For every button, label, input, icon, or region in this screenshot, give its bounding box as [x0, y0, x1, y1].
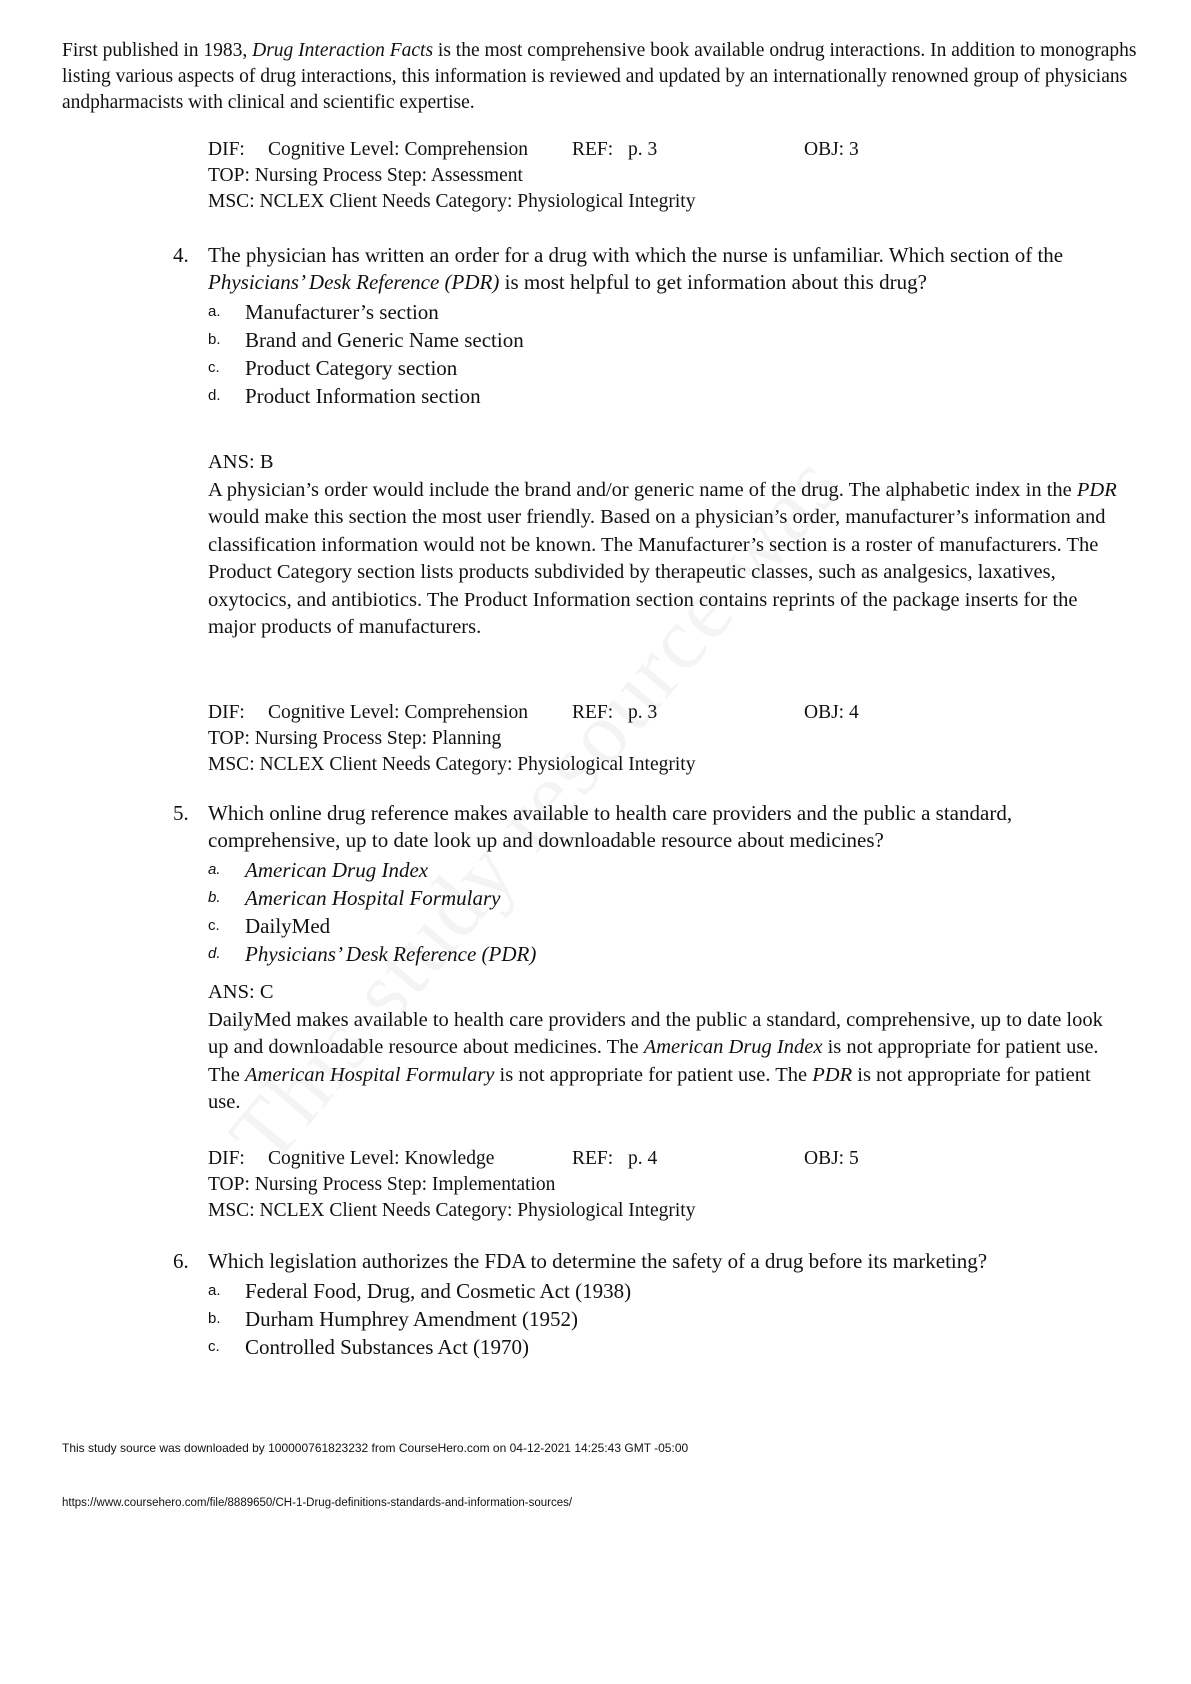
option-letter: a. [208, 861, 221, 878]
question-text [208, 242, 1123, 296]
option-text: Controlled Substances Act (1970) [245, 1335, 530, 1359]
question-4-answer [208, 449, 1128, 642]
option-text: Durham Humphrey Amendment (1952) [245, 1307, 579, 1331]
answer-label: ANS: C [208, 981, 274, 1003]
question-number: 5. [173, 801, 189, 825]
question-text-italic: Physicians’ Desk Reference (PDR) [208, 270, 500, 294]
dif-value: Cognitive Level: Comprehension [268, 702, 528, 723]
rationale-italic: PDR [812, 1063, 853, 1086]
rationale-text: DailyMed makes available to health care providers and the public a standard, comprehensive, up to date look up and downloadable resource about medicines. The [208, 1008, 1103, 1058]
option-d [208, 940, 1123, 968]
option-letter: d. [208, 387, 221, 404]
option-text: Brand and Generic Name section [245, 328, 524, 352]
option-text: Physicians’ Desk Reference (PDR) [245, 942, 537, 966]
option-a [208, 298, 1123, 326]
question-text-part: is most helpful to get information about this drug? [499, 270, 927, 294]
source-url-link[interactable]: https://www.coursehero.com/file/8889650/CH-1-Drug-definitions-standards-and-information-sources/ [62, 1497, 573, 1509]
option-b [208, 1305, 1123, 1333]
question-text: Which online drug reference makes available to health care providers and the public a standard, comprehensive, up to date look up and downloadable resource about medicines? [208, 801, 1013, 852]
dif-value: Cognitive Level: Knowledge [268, 1148, 495, 1169]
question-5 [173, 800, 1123, 968]
ref-label: REF: [572, 702, 614, 723]
download-notice: This study source was downloaded by 100000761823232 from CourseHero.com on 04-12-2021 14:25:43 GMT -05:00 [62, 1441, 689, 1455]
obj-value: OBJ: 3 [804, 139, 859, 160]
top-line: TOP: Nursing Process Step: Implementation [208, 1174, 556, 1195]
question-text-part: The physician has written an order for a drug with which the nurse is unfamiliar. Which section of the [208, 243, 1064, 267]
answer-options [208, 298, 1123, 410]
option-text: Manufacturer’s section [245, 300, 439, 324]
question-3-metadata [208, 137, 1008, 215]
option-c [208, 354, 1123, 382]
intro-text-cont: is the most comprehensive book available ondrug interactions. In addition to monographs listing various aspects of drug interactions, this information is reviewed and updated by an internationally renowned group of physicians andpharmacists with clinical and scientific expertise. [62, 40, 1137, 113]
answer-label: ANS: B [208, 451, 274, 473]
obj-value: OBJ: 5 [804, 1148, 859, 1169]
rationale-text: is not appropriate for patient use. [208, 1063, 1091, 1113]
question-6 [173, 1248, 1123, 1361]
top-line: TOP: Nursing Process Step: Assessment [208, 165, 523, 186]
dif-label: DIF: [208, 139, 245, 160]
option-text: American Hospital Formulary [245, 886, 501, 910]
option-a [208, 1277, 1123, 1305]
option-text: Federal Food, Drug, and Cosmetic Act (1938) [245, 1279, 632, 1303]
answer-options [208, 856, 1123, 968]
rationale-text: is not appropriate for patient use. The [208, 1036, 1099, 1086]
option-letter: c. [208, 917, 220, 934]
ref-label: REF: [572, 1148, 614, 1169]
intro-text: First published in 1983, [62, 40, 253, 61]
msc-line: MSC: NCLEX Client Needs Category: Physiological Integrity [208, 191, 696, 212]
msc-line: MSC: NCLEX Client Needs Category: Physiological Integrity [208, 754, 696, 775]
option-letter: d. [208, 945, 221, 962]
option-text: Product Category section [245, 356, 458, 380]
option-b [208, 326, 1123, 354]
ref-value: p. 3 [628, 702, 658, 723]
top-line: TOP: Nursing Process Step: Planning [208, 728, 502, 749]
option-letter: a. [208, 1282, 221, 1299]
intro-paragraph [62, 38, 1147, 116]
ref-value: p. 4 [628, 1148, 658, 1169]
rationale-italic: American Drug Index [643, 1036, 823, 1058]
question-5-metadata [208, 1146, 1008, 1224]
option-text: American Drug Index [245, 858, 429, 882]
intro-book-title: Drug Interaction Facts [252, 40, 434, 61]
option-a [208, 856, 1123, 884]
option-letter: b. [208, 1310, 221, 1327]
option-b [208, 884, 1123, 912]
rationale-italic: PDR [1076, 478, 1117, 501]
rationale-text: A physician’s order would include the brand and/or generic name of the drug. The alphabetic index in the [208, 478, 1077, 501]
dif-label: DIF: [208, 702, 245, 723]
rationale-italic: American Hospital Formulary [245, 1063, 495, 1086]
answer-options [208, 1277, 1123, 1361]
option-text: DailyMed [245, 914, 331, 938]
option-text: Product Information section [245, 384, 481, 408]
ref-label: REF: [572, 139, 614, 160]
obj-value: OBJ: 4 [804, 702, 859, 723]
question-number: 6. [173, 1249, 189, 1273]
msc-line: MSC: NCLEX Client Needs Category: Physiological Integrity [208, 1200, 696, 1221]
dif-label: DIF: [208, 1148, 245, 1169]
option-letter: b. [208, 331, 221, 348]
option-letter: a. [208, 303, 221, 320]
rationale-text: is not appropriate for patient use. The [494, 1063, 813, 1086]
question-5-answer [208, 979, 1128, 1117]
rationale-text: would make this section the most user friendly. Based on a physician’s order, manufacturer’s information and classification information would not be known. The Manufacturer’s section is a roster of manufacturers. The Product Category section lists products subdivided by therapeutic classes, such as analgesics, laxatives, oxytocics, and antibiotics. The Product Information section contains reprints of the package inserts for the major products of manufacturers. [208, 506, 1106, 638]
question-text: Which legislation authorizes the FDA to determine the safety of a drug before its marketing? [208, 1249, 988, 1273]
ref-value: p. 3 [628, 139, 658, 160]
question-4-metadata [208, 700, 1008, 778]
option-letter: c. [208, 1338, 220, 1355]
option-letter: c. [208, 359, 220, 376]
dif-value: Cognitive Level: Comprehension [268, 139, 528, 160]
option-d [208, 382, 1123, 410]
option-c [208, 912, 1123, 940]
question-4 [173, 242, 1123, 410]
option-letter: b. [208, 889, 221, 906]
question-number: 4. [173, 243, 189, 267]
option-c [208, 1333, 1123, 1361]
